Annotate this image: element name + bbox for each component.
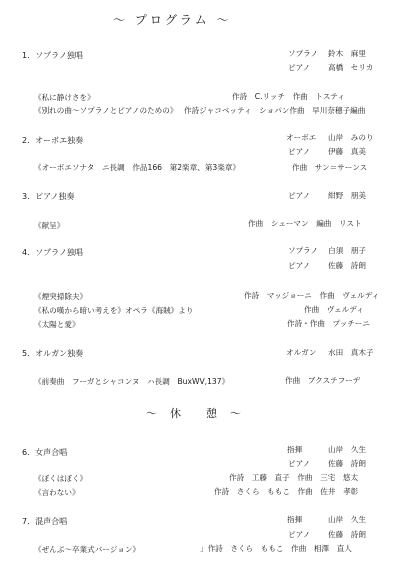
performer-name: 佐藤 詩朗 [328,530,366,539]
performer-role: オルガン [286,348,317,357]
performer-name: 高橋 セリカ [328,63,374,72]
section-4-heading: 4．ソプラノ独唱 [22,248,83,257]
piece-title: 《前奏曲 フーガとシャコンヌ ハ長調 BuxWV,137》 [34,377,230,386]
section-5-heading: 5．オルガン独奏 [22,349,84,358]
performer-name: 佐藤 詩朗 [328,261,366,270]
section-3-heading: 3．ピアノ独奏 [22,192,75,201]
piece-title: 《言わない》 [34,488,80,497]
piece-title: 《私の嘆から暗い考えを》オペラ《海賊》より [34,306,194,315]
piece-title: 《ぜんぶ～卒業式バージョン》 [34,545,141,554]
performer-role: ソプラノ [288,49,319,58]
performer-role: ピアノ [288,63,311,72]
performer-name: 紺野 朋美 [328,191,366,200]
piece-credit: 作詩 工藤 直子 作曲 三宅 悠太 [229,473,359,482]
section-6-heading: 6．女声合唱 [22,448,68,457]
performer-name: 山岸 久生 [328,445,366,454]
performer-name: 水田 真木子 [328,348,374,357]
piece-credit: 作曲 シューマン 編曲 リスト [248,219,362,228]
piece-credit: 作詩 さくら ももこ 作曲 佐井 孝彰 [214,487,359,496]
performer-role: ピアノ [288,147,311,156]
piece-title: 《私に静けさを》 [34,93,95,102]
performer-name: 伊藤 真美 [328,147,366,156]
piece-credit: 作曲 ブクステフーデ [285,376,361,385]
piece-title: 《煙突掃除夫》 [34,292,88,301]
piece-title: 《献呈》 [34,221,65,230]
piece-credit: 作詩 マッジョーニ 作曲 ヴェルディ [244,291,380,300]
performer-role: ピアノ [288,191,311,200]
piece-credit: 作詩・作曲 プッチーニ [287,319,370,328]
piece-title: 《ぼくはぼく》 [34,474,88,483]
performer-name: 白須 朋子 [328,246,366,255]
intermission-label: ～ 休 憩 ～ [146,407,242,420]
program-title: ～ プログラム ～ [113,13,232,27]
performer-role: 指揮 [287,515,303,524]
performer-role: ピアノ [288,261,311,270]
piece-credit: 作詩 C.リッチ 作曲 トスティ [232,92,345,101]
section-2-heading: 2．オーボエ独奏 [22,136,84,145]
performer-name: 鈴木 麻里 [328,49,366,58]
performer-name: 佐藤 詩朗 [328,459,366,468]
performer-role: 指揮 [287,445,303,454]
section-1-heading: 1．ソプラノ独唱 [22,51,83,60]
performer-name: 山岸 久生 [328,515,366,524]
piece-credit: 作曲 サン＝サーンス [292,163,368,172]
performer-role: ピアノ [288,459,311,468]
performer-role: ソプラノ [288,246,319,255]
piece-credit: 」作詩 さくら ももこ 作曲 相澤 直人 [200,544,352,553]
piece-credit: 作曲 ヴェルディ [304,305,364,314]
performer-role: オーボエ [286,133,317,142]
section-7-heading: 7．混声合唱 [22,517,68,526]
piece-credit: 作詩ジャコベッティ ショパン作曲 早川奈穂子編曲 [184,106,366,115]
piece-title: 《太陽と愛》 [34,320,80,329]
performer-name: 山岸 みのり [328,133,374,142]
piece-title: 《オーボエソナタ ニ長調 作品166 第2楽章、第3楽章》 [34,163,241,172]
performer-role: ピアノ [288,530,311,539]
piece-title: 《別れの曲～ソプラノとピアノのための》 [34,106,178,115]
